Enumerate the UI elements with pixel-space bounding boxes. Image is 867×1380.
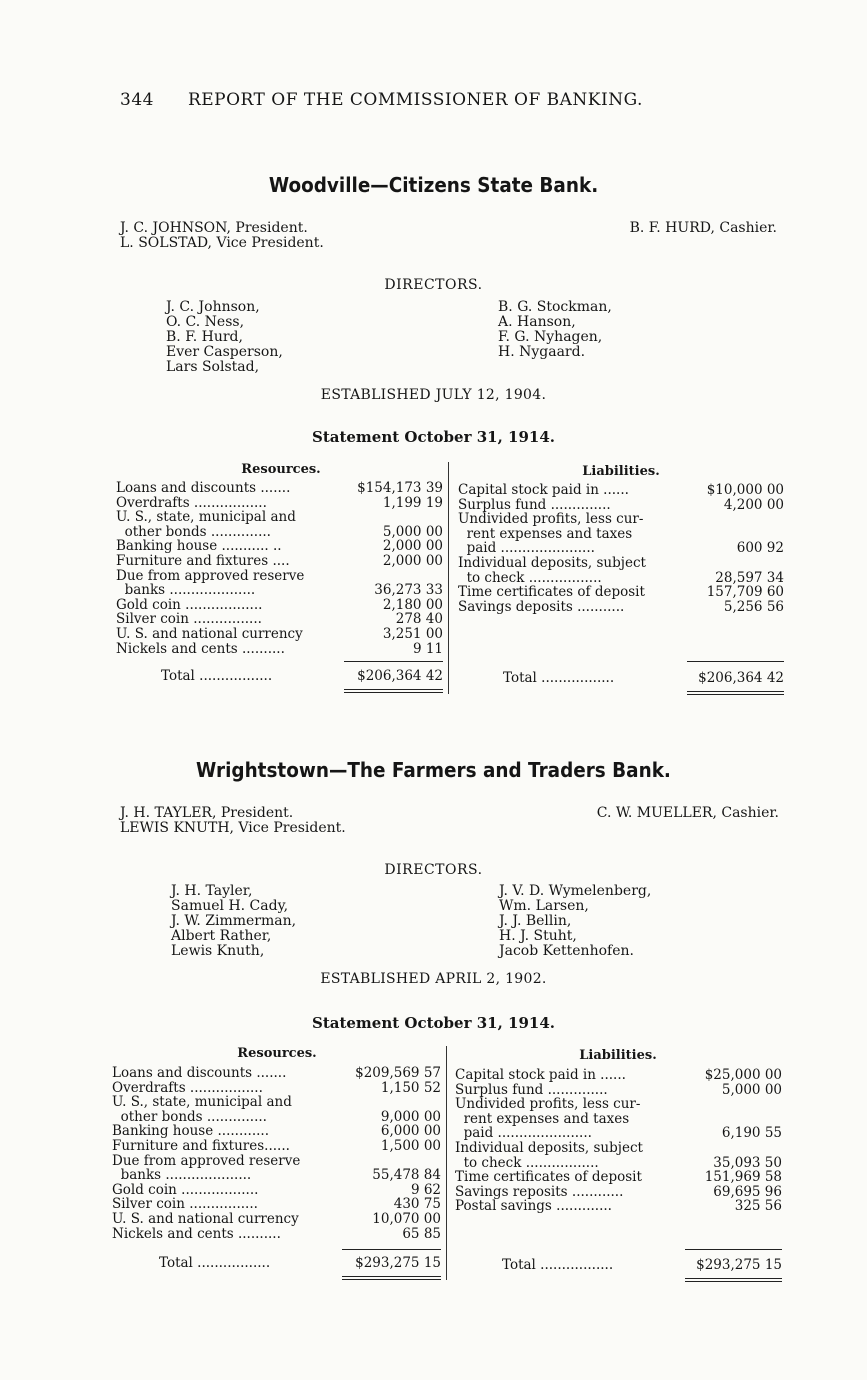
ledger-row (458, 512, 784, 527)
ledger-label: banks .................... (116, 582, 256, 599)
ledger-label: Banking house ............ (112, 1123, 270, 1140)
ledger-label: Individual deposits, subject (458, 554, 646, 571)
established-date: ESTABLISHED APRIL 2, 1902. (320, 971, 547, 987)
double-rule (685, 1278, 782, 1279)
ledger-row (458, 585, 784, 600)
ledger-row (112, 1081, 441, 1096)
director: Albert Rather, (171, 928, 272, 944)
ledger-label: Undivided profits, less cur- (458, 511, 644, 528)
ledger-amount: $25,000 00 (704, 1067, 782, 1083)
ledger-amount: 278 40 (395, 611, 443, 628)
cashier: B. F. HURD, Cashier. (629, 220, 777, 236)
ledger-amount: 5,000 00 (721, 1081, 782, 1098)
ledger-amount: 2,000 00 (382, 538, 443, 555)
column-divider (446, 1046, 447, 1280)
ledger-label: Due from approved reserve (112, 1152, 301, 1169)
ledger-amount: 2,180 00 (382, 596, 443, 613)
ledger-label: Loans and discounts ....... (116, 480, 291, 496)
cashier: C. W. MUELLER, Cashier. (596, 805, 779, 821)
resources-heading: Resources. (241, 462, 321, 477)
ledger-label: paid ...................... (458, 540, 595, 557)
director: Lewis Knuth, (171, 943, 265, 959)
president: J. C. JOHNSON, President. (120, 220, 308, 236)
ledger-label: paid ...................... (455, 1125, 592, 1142)
ledger-label: Undivided profits, less cur- (455, 1096, 641, 1113)
double-rule (685, 1281, 782, 1282)
ledger-row (116, 569, 443, 584)
ledger-row (112, 1197, 441, 1212)
double-rule (687, 691, 784, 692)
statement-heading: Statement October 31, 1914. (311, 428, 555, 446)
ledger-label: rent expenses and taxes (455, 1110, 630, 1127)
ledger-label: Time certificates of deposit (458, 584, 645, 601)
total-liabilities: $206,364 42 (698, 670, 784, 686)
total-resources: $293,275 15 (355, 1255, 441, 1271)
ledger-row (112, 1212, 441, 1227)
total-label: Total ................. (502, 1257, 614, 1273)
ledger-row (455, 1126, 782, 1141)
ledger-row (455, 1097, 782, 1112)
ledger-row (458, 483, 784, 498)
ledger-amount: 1,500 00 (380, 1137, 441, 1154)
liabilities-heading: Liabilities. (579, 1048, 657, 1063)
ledger-row (455, 1141, 782, 1156)
ledger-label: Furniture and fixtures...... (112, 1137, 290, 1154)
director: F. G. Nyhagen, (498, 329, 603, 345)
director: Wm. Larsen, (499, 898, 589, 914)
director: Jacob Kettenhofen. (499, 943, 634, 959)
ledger-amount: 65 85 (402, 1225, 441, 1242)
ledger-row (455, 1083, 782, 1098)
directors-left (171, 884, 296, 959)
ledger-row (112, 1124, 441, 1139)
running-header (120, 90, 643, 110)
ledger-row (458, 498, 784, 513)
ledger-label: Individual deposits, subject (455, 1139, 643, 1156)
ledger-row (116, 496, 443, 511)
ledger-row (112, 1168, 441, 1183)
ledger-label: Nickels and cents .......... (112, 1225, 281, 1242)
ledger-label: U. S., state, municipal and (116, 509, 296, 526)
bank-title: Wrightstown—The Farmers and Traders Bank. (196, 758, 671, 782)
ledger-amount: 9 11 (412, 640, 443, 657)
director: Lars Solstad, (166, 359, 260, 375)
director: O. C. Ness, (166, 314, 245, 330)
ledger-amount: 325 56 (734, 1198, 782, 1215)
ledger-amount: 69,695 96 (713, 1183, 782, 1200)
ledger-row (116, 539, 443, 554)
ledger-row (116, 583, 443, 598)
ledger-label: to check ................. (455, 1154, 599, 1171)
ledger-amount: 600 92 (736, 540, 784, 557)
ledger-label: banks .................... (112, 1167, 252, 1184)
ledger-row (116, 554, 443, 569)
director: B. F. Hurd, (166, 329, 243, 345)
director: A. Hanson, (498, 314, 576, 330)
ledger-label: U. S., state, municipal and (112, 1094, 292, 1111)
double-rule (344, 692, 443, 693)
ledger-row (458, 571, 784, 586)
ledger-row (112, 1154, 441, 1169)
total-rule (342, 1249, 441, 1250)
page-number: 344 (120, 90, 154, 110)
ledger-label: Postal savings ............. (455, 1198, 612, 1215)
officers-left (120, 221, 324, 251)
ledger-label: Surplus fund .............. (458, 496, 611, 513)
ledger-label: Silver coin ................ (112, 1196, 258, 1213)
president: J. H. TAYLER, President. (120, 805, 294, 821)
ledger-row (116, 481, 443, 496)
ledger-label: Capital stock paid in ...... (458, 482, 629, 498)
ledger-amount: 36,273 33 (374, 582, 443, 599)
ledger-amount: 9 62 (410, 1181, 441, 1198)
officers-left (120, 806, 346, 836)
ledger-row (116, 627, 443, 642)
ledger-row (112, 1110, 441, 1125)
director: Samuel H. Cady, (171, 898, 289, 914)
ledger-row (458, 541, 784, 556)
total-label: Total ................. (503, 670, 615, 686)
ledger-row (112, 1183, 441, 1198)
ledger-label: Silver coin ................ (116, 611, 262, 628)
ledger-row (116, 598, 443, 613)
established-date: ESTABLISHED JULY 12, 1904. (320, 387, 547, 403)
ledger-amount: 4,200 00 (723, 496, 784, 513)
vice-president: LEWIS KNUTH, Vice President. (120, 820, 346, 836)
ledger-label: Furniture and fixtures .... (116, 552, 290, 569)
ledger-row (116, 642, 443, 657)
ledger-row (455, 1068, 782, 1083)
directors-heading: DIRECTORS. (384, 277, 483, 293)
ledger-row (116, 612, 443, 627)
ledger-amount: 6,190 55 (721, 1125, 782, 1142)
double-rule (344, 689, 443, 690)
ledger-label: other bonds .............. (116, 523, 271, 540)
ledger-row (455, 1170, 782, 1185)
ledger-row (112, 1227, 441, 1242)
liabilities-list (455, 1068, 782, 1214)
ledger-label: Capital stock paid in ...... (455, 1067, 626, 1083)
ledger-amount: $10,000 00 (706, 482, 784, 498)
director: J. W. Zimmerman, (171, 913, 297, 929)
ledger-label: Savings reposits ............ (455, 1183, 624, 1200)
ledger-label: Overdrafts ................. (112, 1079, 263, 1096)
ledger-amount: 9,000 00 (380, 1108, 441, 1125)
ledger-amount: 3,251 00 (382, 625, 443, 642)
total-liabilities: $293,275 15 (696, 1257, 782, 1273)
ledger-row (455, 1156, 782, 1171)
ledger-amount: 10,070 00 (372, 1210, 441, 1227)
ledger-label: Loans and discounts ....... (112, 1065, 287, 1081)
ledger-label: Nickels and cents .......... (116, 640, 285, 657)
bank-title: Woodville—Citizens State Bank. (268, 173, 599, 197)
total-rule (344, 661, 443, 662)
director: H. J. Stuht, (499, 928, 577, 944)
double-rule (342, 1276, 441, 1277)
ledger-row (112, 1066, 441, 1081)
resources-list (112, 1066, 441, 1241)
total-label: Total ................. (161, 668, 273, 684)
ledger-row (455, 1112, 782, 1127)
double-rule (687, 694, 784, 695)
ledger-amount: 1,199 19 (382, 494, 443, 511)
ledger-amount: 430 75 (393, 1196, 441, 1213)
ledger-amount: 2,000 00 (382, 552, 443, 569)
ledger-amount: 55,478 84 (372, 1167, 441, 1184)
ledger-label: Banking house ........... .. (116, 538, 282, 555)
resources-list (116, 481, 443, 656)
ledger-row (458, 556, 784, 571)
report-title: REPORT OF THE COMMISSIONER OF BANKING. (187, 90, 643, 110)
ledger-label: Due from approved reserve (116, 567, 305, 584)
director: J. V. D. Wymelenberg, (499, 883, 652, 899)
ledger-label: Gold coin .................. (116, 596, 263, 613)
director: B. G. Stockman, (498, 299, 612, 315)
ledger-amount: 5,256 56 (723, 598, 784, 615)
director: Ever Casperson, (166, 344, 283, 360)
ledger-label: Savings deposits ........... (458, 598, 625, 615)
ledger-amount: 5,000 00 (382, 523, 443, 540)
ledger-row (455, 1185, 782, 1200)
liabilities-list (458, 483, 784, 614)
ledger-label: Time certificates of deposit (455, 1169, 642, 1186)
ledger-amount: $209,569 57 (355, 1065, 441, 1081)
liabilities-heading: Liabilities. (582, 464, 660, 479)
ledger-amount: 28,597 34 (715, 569, 784, 586)
resources-heading: Resources. (237, 1046, 317, 1061)
ledger-label: rent expenses and taxes (458, 525, 633, 542)
ledger-label: other bonds .............. (112, 1108, 267, 1125)
double-rule (342, 1279, 441, 1280)
ledger-row (112, 1095, 441, 1110)
ledger-label: Surplus fund .............. (455, 1081, 608, 1098)
ledger-amount: 151,969 58 (704, 1169, 782, 1186)
director: J. C. Johnson, (166, 299, 260, 315)
director: H. Nygaard. (498, 344, 586, 360)
statement-heading: Statement October 31, 1914. (311, 1014, 555, 1032)
ledger-label: U. S. and national currency (116, 625, 303, 642)
ledger-row (458, 600, 784, 615)
ledger-row (112, 1139, 441, 1154)
ledger-label: Gold coin .................. (112, 1181, 259, 1198)
director: J. H. Tayler, (171, 883, 253, 899)
ledger-amount: $154,173 39 (357, 480, 443, 496)
column-divider (448, 462, 449, 694)
directors-right (499, 884, 651, 959)
directors-left (166, 300, 283, 375)
ledger-row (455, 1199, 782, 1214)
ledger-amount: 35,093 50 (713, 1154, 782, 1171)
total-label: Total ................. (159, 1255, 271, 1271)
total-rule (685, 1249, 782, 1250)
ledger-amount: 6,000 00 (380, 1123, 441, 1140)
ledger-row (458, 527, 784, 542)
ledger-row (116, 510, 443, 525)
ledger-label: to check ................. (458, 569, 602, 586)
ledger-label: U. S. and national currency (112, 1210, 299, 1227)
ledger-amount: 1,150 52 (380, 1079, 441, 1096)
ledger-row (116, 525, 443, 540)
directors-right (498, 300, 612, 360)
vice-president: L. SOLSTAD, Vice President. (120, 235, 324, 251)
directors-heading: DIRECTORS. (384, 862, 483, 878)
director: J. J. Bellin, (499, 913, 572, 929)
ledger-amount: 157,709 60 (706, 584, 784, 601)
total-resources: $206,364 42 (357, 668, 443, 684)
ledger-label: Overdrafts ................. (116, 494, 267, 511)
total-rule (687, 661, 784, 662)
